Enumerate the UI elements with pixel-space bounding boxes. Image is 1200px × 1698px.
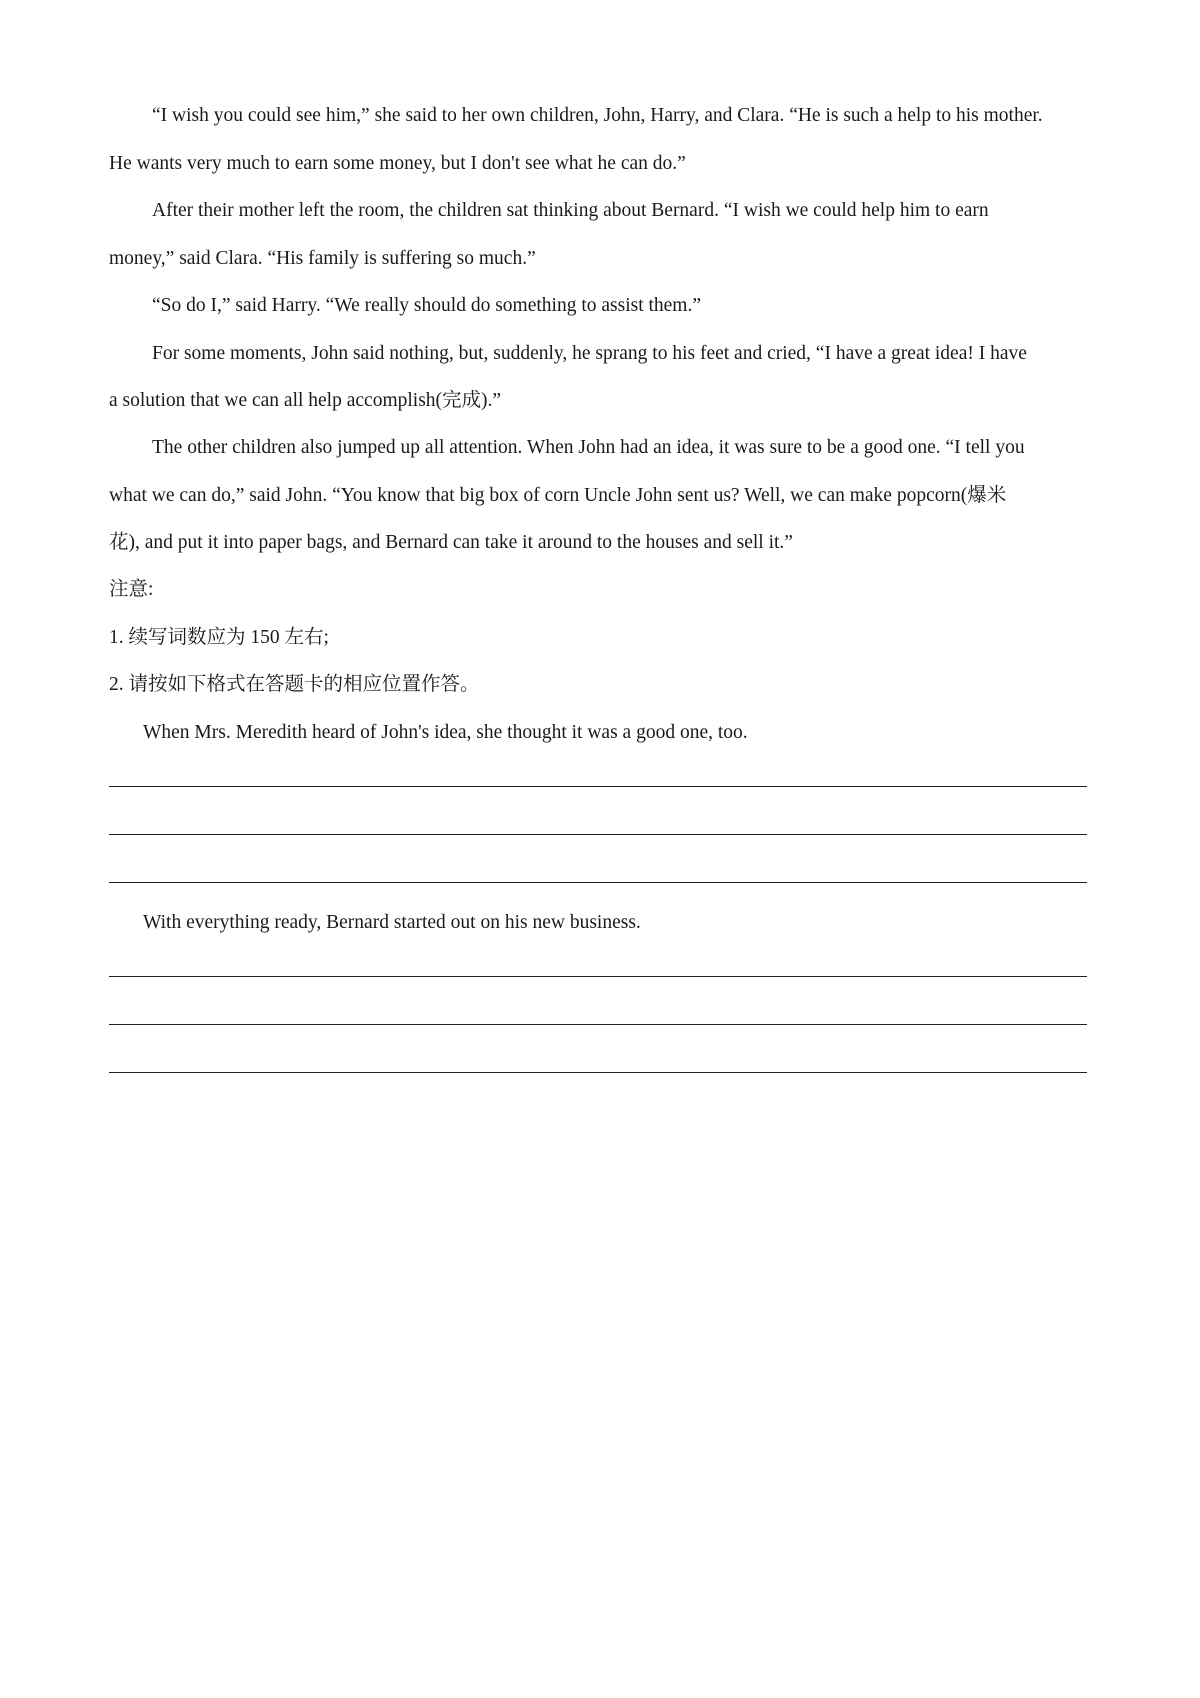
passage-text: For some moments, John said nothing, but, suddenly, he sprang to his feet and cried, “I have a great idea! I have xyxy=(152,343,1027,364)
answer-blank-line[interactable] xyxy=(109,1024,1087,1025)
answer-blank-line[interactable] xyxy=(109,882,1087,883)
passage-text: He wants very much to earn some money, but I don't see what he can do.” xyxy=(109,153,686,174)
passage-text: a solution that we can all help accomplish(完成).” xyxy=(109,390,502,411)
answer-blank-line[interactable] xyxy=(109,1072,1087,1073)
answer-blank-line[interactable] xyxy=(109,976,1087,977)
passage-text: what we can do,” said John. “You know that big box of corn Uncle John sent us? Well, we can make popcorn(爆米 xyxy=(109,485,1007,506)
notes-item-text: 1. 续写词数应为 150 左右; xyxy=(109,627,329,648)
answer-blank-line[interactable] xyxy=(109,834,1087,835)
notes-heading-text: 注意: xyxy=(109,579,154,600)
answer-prompt-text: When Mrs. Meredith heard of John's idea, she thought it was a good one, too. xyxy=(143,722,748,743)
answer-prompt-text: With everything ready, Bernard started out on his new business. xyxy=(143,912,641,933)
passage-text: The other children also jumped up all attention. When John had an idea, it was sure to be a good one. “I tell you xyxy=(152,437,1025,458)
answer-blank-line[interactable] xyxy=(109,786,1087,787)
passage-text: “So do I,” said Harry. “We really should do something to assist them.” xyxy=(152,295,702,316)
notes-item-text: 2. 请按如下格式在答题卡的相应位置作答。 xyxy=(109,674,480,695)
passage-text: money,” said Clara. “His family is suffering so much.” xyxy=(109,248,536,269)
passage-text: “I wish you could see him,” she said to her own children, John, Harry, and Clara. “He is such a help to his mother. xyxy=(152,105,1043,126)
passage-text: 花), and put it into paper bags, and Bernard can take it around to the houses and sell it.” xyxy=(109,532,793,553)
passage-text: After their mother left the room, the children sat thinking about Bernard. “I wish we could help him to earn xyxy=(152,200,989,221)
